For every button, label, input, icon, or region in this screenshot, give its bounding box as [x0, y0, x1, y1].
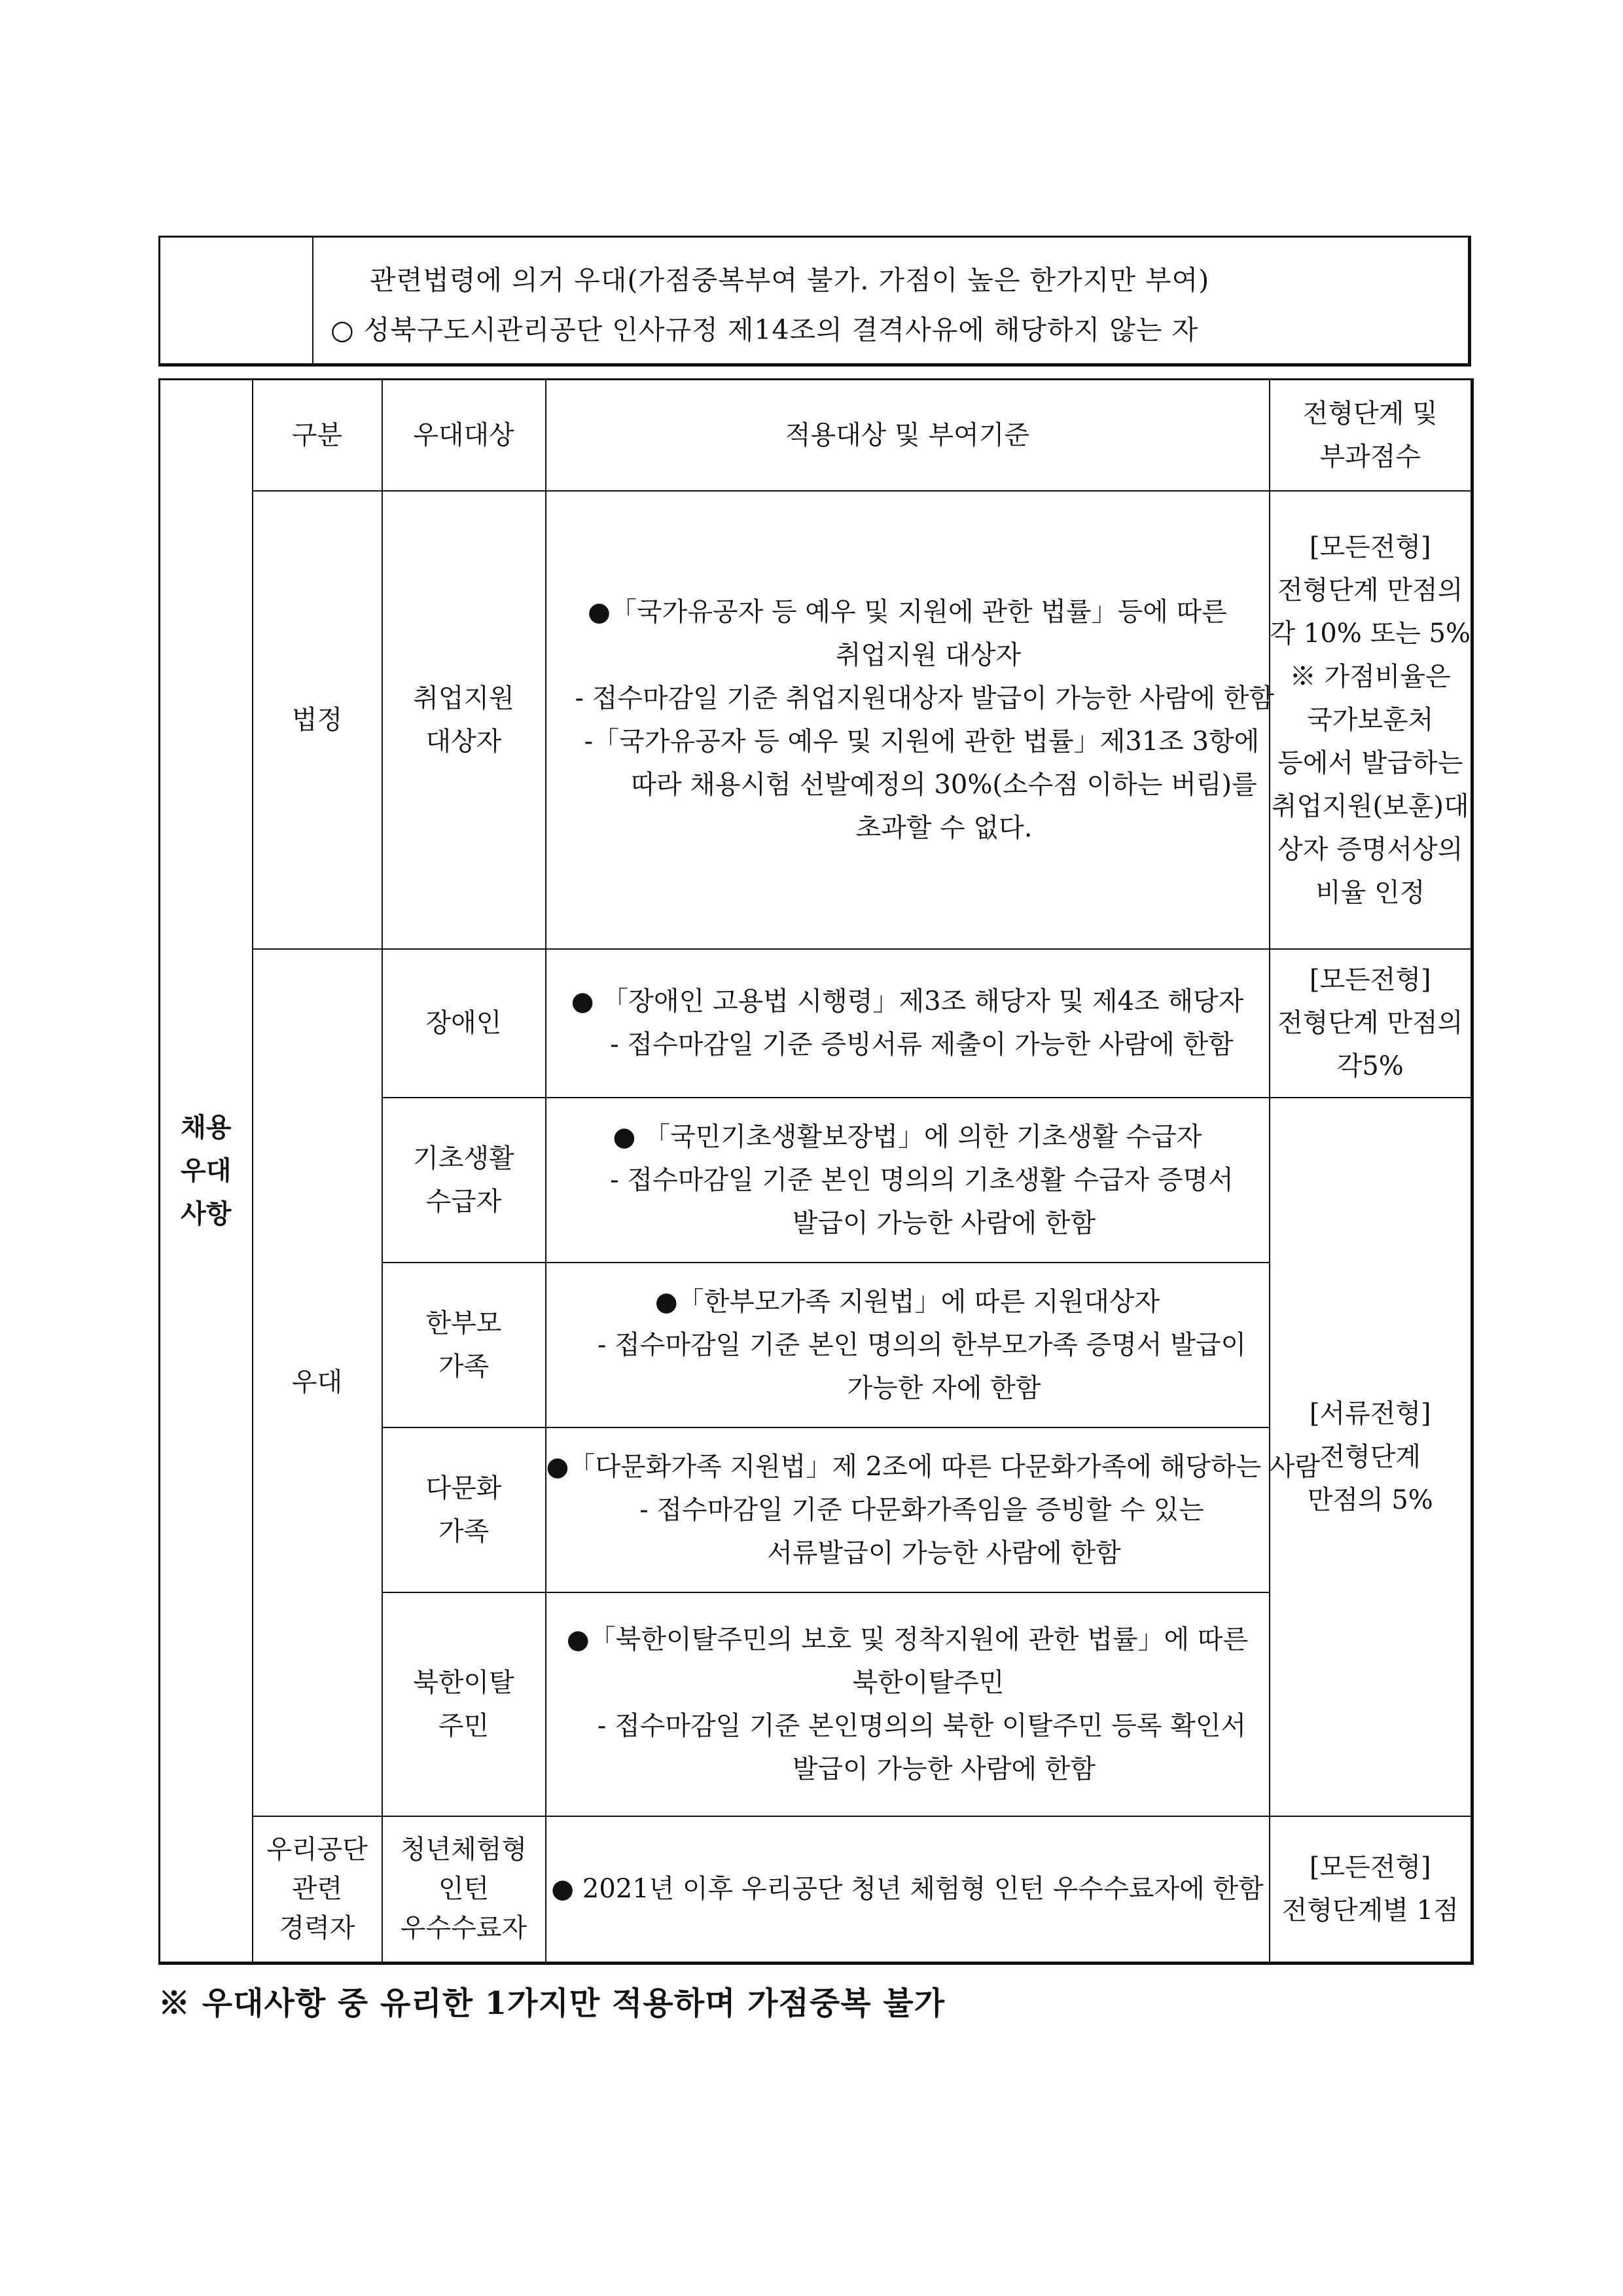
top-line-2: ○ 성북구도시관리공단 인사규정 제14조의 결격사유에 해당하지 않는 자: [330, 314, 1199, 346]
target-single-parent: 한부모 가족: [382, 1263, 546, 1427]
criteria-employment-support: ●「국가유공자 등 예우 및 지원에 관한 법률」등에 따른 취업지원 대상자 - 접수마감일 기준 취업지원대상자 발급이 가능한 사람에 한함 -「국가유공자 등 예우 및 지원에 관한 법률」제31조 3항에 따라 채용시험 선발예정의 30%(소수점 이하는 버림)를 초과할 수 없다.: [546, 491, 1270, 949]
preference-table: [158, 378, 1474, 1965]
category-preferential: 우대: [253, 949, 382, 1816]
category-corp-experience: 우리공단 관련 경력자: [253, 1816, 382, 1964]
stage-disabled: [모든전형] 전형단계 만점의 각5%: [1270, 949, 1472, 1098]
stage-document-screening: [서류전형] 전형단계 만점의 5%: [1270, 1098, 1472, 1816]
category-statutory: 법정: [253, 491, 382, 949]
target-employment-support: 취업지원 대상자: [382, 491, 546, 949]
stage-youth-intern: [모든전형] 전형단계별 1점: [1270, 1816, 1472, 1964]
top-line-1: 관련법령에 의거 우대(가점중복부여 불가. 가점이 높은 한가지만 부여): [370, 264, 1210, 296]
header-stage: 전형단계 및 부과점수: [1270, 380, 1472, 491]
target-multicultural: 다문화 가족: [382, 1427, 546, 1592]
side-label: 채용 우대 사항: [160, 380, 253, 1964]
criteria-disabled: ● 「장애인 고용법 시행령」제3조 해당자 및 제4조 해당자 - 접수마감일 기준 증빙서류 제출이 가능한 사람에 한함: [546, 949, 1270, 1098]
box-divider: [312, 238, 313, 363]
header-category: 구분: [253, 380, 382, 491]
criteria-basic-livelihood: ● 「국민기초생활보장법」에 의한 기초생활 수급자 - 접수마감일 기준 본인 명의의 기초생활 수급자 증명서 발급이 가능한 사람에 한함: [546, 1098, 1270, 1263]
target-north-korean-defector: 북한이탈 주민: [382, 1592, 546, 1816]
stage-employment-support: [모든전형] 전형단계 만점의 각 10% 또는 5% ※ 가점비율은 국가보훈처 등에서 발급하는 취업지원(보훈)대 상자 증명서상의 비율 인정: [1270, 491, 1472, 949]
header-criteria: 적용대상 및 부여기준: [546, 380, 1270, 491]
criteria-north-korean-defector: ●「북한이탈주민의 보호 및 정착지원에 관한 법률」에 따른 북한이탈주민 - 접수마감일 기준 본인명의의 북한 이탈주민 등록 확인서 발급이 가능한 사람에 한함: [546, 1592, 1270, 1816]
qualification-box: [158, 236, 1471, 367]
target-disabled: 장애인: [382, 949, 546, 1098]
criteria-youth-intern: ● 2021년 이후 우리공단 청년 체험형 인턴 우수수료자에 한함: [546, 1816, 1270, 1964]
header-target: 우대대상: [382, 380, 546, 491]
footnote: ※ 우대사항 중 유리한 1가지만 적용하며 가점중복 불가: [158, 1985, 946, 2022]
criteria-multicultural: ●「다문화가족 지원법」제 2조에 따른 다문화가족에 해당하는 사람 - 접수마감일 기준 다문화가족임을 증빙할 수 있는 서류발급이 가능한 사람에 한함: [546, 1427, 1270, 1592]
criteria-single-parent: ●「한부모가족 지원법」에 따른 지원대상자 - 접수마감일 기준 본인 명의의 한부모가족 증명서 발급이 가능한 자에 한함: [546, 1263, 1270, 1427]
target-youth-intern: 청년체험형 인턴 우수수료자: [382, 1816, 546, 1964]
target-basic-livelihood: 기초생활 수급자: [382, 1098, 546, 1263]
